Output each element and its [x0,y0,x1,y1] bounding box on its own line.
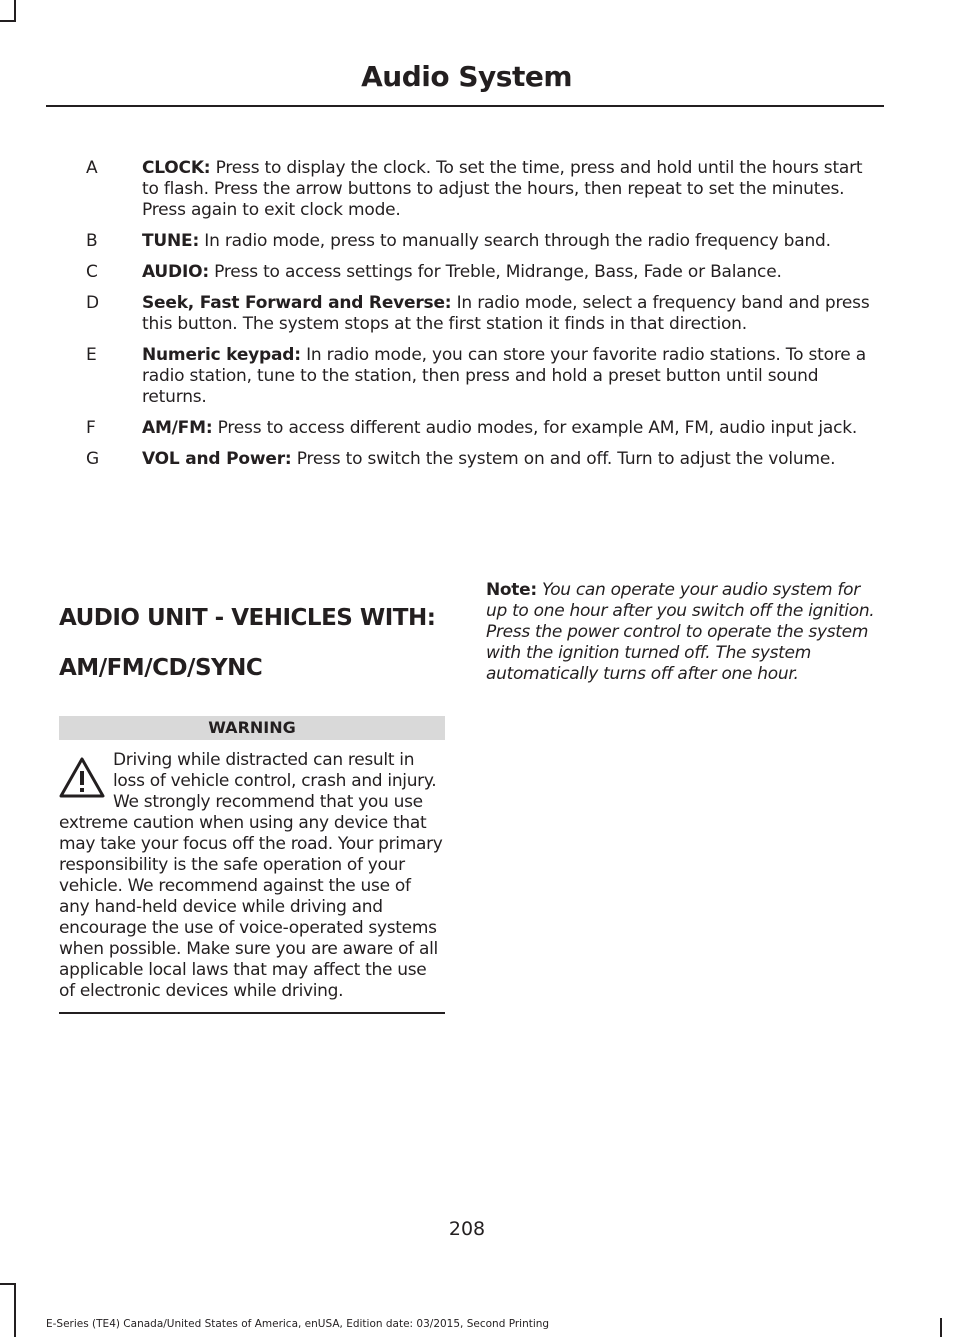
item-letter: E [86,345,97,365]
warning-box [59,750,445,1002]
item-description: Press to display the clock. To set the time, press and hold until the hours start to flash. Press the arrow buttons to adjust the hours, then repeat to set the minutes. Press again to exit clock mode. [142,158,863,220]
note-text: You can operate your audio system for up to one hour after you switch off the ignition. Press the power control to operate the system with the ignition turned off. The system automatically turns off after one hour. [486,580,875,684]
crop-mark [940,1318,942,1337]
item-letter: C [86,262,98,282]
page-number: 208 [448,1218,486,1240]
edition-footer: E-Series (TE4) Canada/United States of America, enUSA, Edition date: 03/2015, Second Printing [46,1318,550,1330]
control-descriptions [86,158,876,480]
list-item [86,449,876,470]
item-description: In radio mode, you can store your favorite radio stations. To store a radio station, tune to the station, then press and hold a preset button until sound returns. [142,345,866,407]
item-term: VOL and Power: [142,449,292,469]
warning-label: WARNING [59,716,445,740]
item-letter: G [86,449,100,469]
list-item [86,158,876,221]
item-description: Press to switch the system on and off. Turn to adjust the volume. [291,449,836,469]
crop-mark [14,1283,16,1337]
item-term: Numeric keypad: [142,345,301,365]
crop-mark [0,1283,16,1285]
item-description: Press to access different audio modes, for example AM, FM, audio input jack. [212,418,858,438]
item-letter: F [86,418,96,438]
crop-mark [14,0,16,22]
list-item [86,231,876,252]
item-letter: D [86,293,100,313]
note [486,580,878,685]
header-divider [46,105,884,107]
warning-divider [59,1012,445,1014]
item-term: CLOCK: [142,158,211,178]
warning-text: Driving while distracted can result in loss of vehicle control, crash and injury. We strongly recommend that you use extreme caution when using any device that may take your focus off the road. Your primary responsibility is the safe operation of your vehicle. We recommend against the use of any hand-held device while driving and encourage the use of voice-operated systems when possible. Make sure you are aware of all applicable local laws that may affect the use of electronic devices while driving. [59,750,443,1001]
item-letter: B [86,231,98,251]
crop-mark [0,20,16,22]
warning-triangle-icon [59,756,105,800]
item-term: AM/FM: [142,418,213,438]
item-description: In radio mode, press to manually search through the radio frequency band. [199,231,831,251]
item-description: In radio mode, select a frequency band and press this button. The system stops at the first station it finds in that direction. [142,293,870,334]
item-description: Press to access settings for Treble, Midrange, Bass, Fade or Balance. [208,262,782,282]
item-term: AUDIO: [142,262,209,282]
list-item [86,418,876,439]
page-title: Audio System [361,60,572,93]
list-item [86,262,876,283]
list-item [86,293,876,335]
item-letter: A [86,158,98,178]
section-heading: AUDIO UNIT - VEHICLES WITH: AM/FM/CD/SYNC [59,605,436,681]
left-column [59,600,445,1014]
item-term: Seek, Fast Forward and Reverse: [142,293,452,313]
note-label: Note: [486,580,537,600]
list-item [86,345,876,408]
item-term: TUNE: [142,231,200,251]
